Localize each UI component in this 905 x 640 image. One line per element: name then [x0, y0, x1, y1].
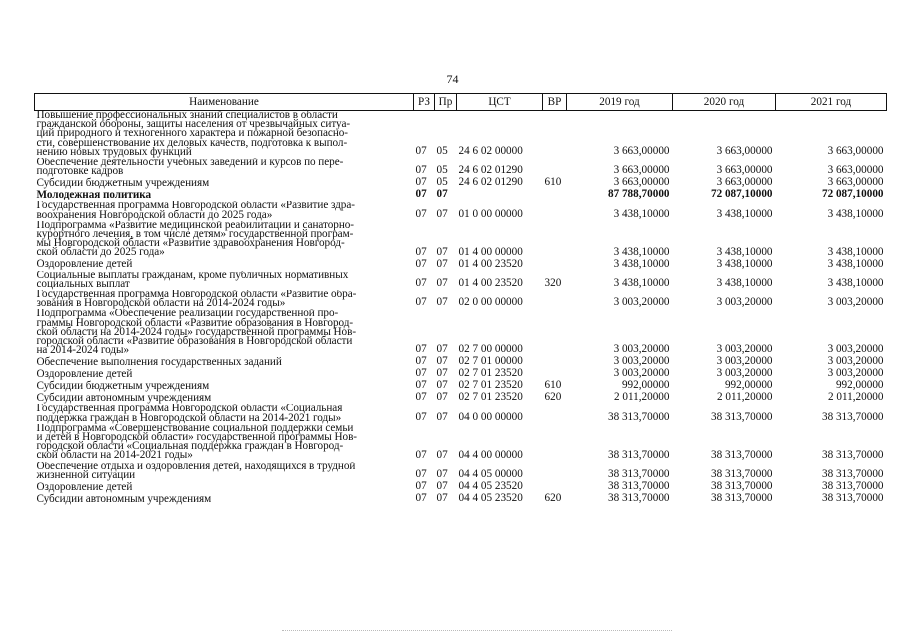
row-vr: 610	[544, 177, 562, 189]
row-name-line: жизненной ситуации	[36, 468, 136, 481]
row-name	[35, 462, 414, 481]
table-row	[35, 290, 887, 309]
row-rz: 07	[415, 189, 427, 201]
row-name-line: Подпрограмма «Развитие медицинской реабилитации и санаторно-	[36, 220, 354, 231]
row-name-line: социальных выплат	[36, 277, 130, 290]
row-pr: 05	[436, 164, 448, 177]
row-rz: 07	[415, 448, 427, 461]
row-cst: 02 7 01 23520	[458, 368, 523, 380]
row-name	[35, 201, 414, 220]
row-rz: 07	[415, 296, 427, 309]
row-value-2021: 72 087,10000	[821, 189, 884, 201]
row-value-2021: 3 003,20000	[827, 368, 884, 380]
row-pr: 07	[436, 277, 448, 290]
row-value-2019: 992,00000	[621, 380, 670, 392]
page-number: 74	[446, 72, 459, 86]
row-value-2021: 3 663,00000	[827, 177, 884, 189]
row-rz: 07	[415, 277, 427, 290]
row-value-2021: 3 438,10000	[827, 277, 884, 290]
row-name	[35, 221, 414, 259]
row-value-2020: 3 003,20000	[716, 296, 773, 309]
row-cst: 01 0 00 00000	[458, 207, 523, 220]
row-name	[35, 177, 414, 189]
row-cst: 02 7 01 23520	[458, 392, 523, 404]
row-pr: 07	[436, 448, 448, 461]
row-value-2019: 3 003,20000	[613, 356, 670, 368]
row-name-line: Оздоровление детей	[36, 481, 133, 493]
row-name-line: Подпрограмма «Обеспечение реализации государственной про-	[36, 309, 339, 320]
row-value-2021: 38 313,70000	[821, 410, 884, 423]
row-name-line: Повышение профессиональных знаний специалистов в области	[36, 110, 338, 121]
row-vr	[543, 158, 567, 177]
row-vr	[543, 424, 567, 462]
table-row	[35, 177, 887, 189]
row-value-2021: 38 313,70000	[821, 493, 884, 505]
table-row	[35, 368, 887, 380]
row-vr: 620	[544, 392, 562, 404]
row-name-line: зования в Новгородской области на 2014-2024 годы»	[36, 297, 286, 310]
row-name	[35, 356, 414, 368]
row-name-line: Оздоровление детей	[36, 368, 133, 381]
row-name	[35, 309, 414, 356]
header-2021: 2021 год	[776, 94, 887, 111]
row-name-line: Субсидии бюджетным учреждениям	[36, 177, 210, 190]
header-2020: 2020 год	[673, 94, 776, 111]
row-pr: 07	[436, 368, 448, 380]
row-name-line: сти, совершенствование их деловых качеств, подготовка к выпол-	[36, 136, 348, 149]
row-cst: 24 6 02 01290	[458, 164, 523, 177]
row-name-line: Молодежная политика	[36, 189, 152, 202]
row-rz: 07	[415, 207, 427, 220]
row-name-line: гражданской обороны, защиты населения от чрезвычайных ситуа-	[36, 118, 351, 131]
table-row	[35, 259, 887, 271]
row-cst: 04 0 00 00000	[458, 410, 523, 423]
row-cst: 02 0 00 00000	[458, 296, 523, 309]
row-name	[35, 481, 414, 493]
row-vr	[543, 356, 567, 368]
row-vr	[543, 201, 567, 220]
header-rz: РЗ	[414, 94, 435, 111]
row-rz: 07	[415, 368, 427, 380]
row-name-line: ской области на 2014-2021 годы»	[36, 449, 193, 462]
row-name-line: Государственная программа Новгородской области «Социальная	[36, 404, 343, 415]
row-cst: 04 4 00 00000	[458, 448, 523, 461]
row-name	[35, 404, 414, 423]
row-cst: 24 6 02 01290	[458, 177, 523, 189]
row-rz: 07	[415, 245, 427, 258]
row-name-line: ций природного и техногенного характера и пожарной безопасно-	[36, 127, 348, 140]
row-name	[35, 259, 414, 271]
row-name	[35, 368, 414, 380]
row-value-2019: 3 003,20000	[613, 296, 670, 309]
row-cst: 01 4 00 23520	[458, 277, 523, 290]
row-rz: 07	[415, 145, 427, 158]
row-name-line: Государственная программа Новгородской области «Развитие здра-	[36, 201, 355, 212]
row-vr	[543, 481, 567, 493]
row-value-2019: 3 003,20000	[613, 368, 670, 380]
row-rz: 07	[415, 356, 427, 368]
row-value-2021: 38 313,70000	[821, 448, 884, 461]
table-row	[35, 404, 887, 423]
row-pr: 07	[436, 468, 448, 481]
row-name-line: нению новых трудовых функций	[36, 145, 192, 158]
table-row	[35, 111, 887, 159]
table-row	[35, 189, 887, 201]
row-name	[35, 392, 414, 404]
row-value-2020: 3 663,00000	[716, 145, 773, 158]
table-row	[35, 493, 887, 505]
row-value-2019: 3 663,00000	[613, 145, 670, 158]
row-name-line: курортного лечения, в том числе детям» государственной програм-	[36, 228, 354, 241]
row-pr: 07	[436, 258, 448, 270]
row-name-line: Подпрограмма «Совершенствование социальной поддержки семьи	[36, 423, 354, 434]
row-name-line: Обеспечение деятельности учебных заведений и курсов по пере-	[36, 158, 344, 169]
row-value-2019: 3 438,10000	[613, 207, 670, 220]
row-cst: 02 7 01 00000	[458, 356, 523, 368]
row-value-2021: 3 663,00000	[827, 164, 884, 177]
row-cst: 01 4 00 23520	[458, 258, 523, 270]
row-name-line: Социальные выплаты гражданам, кроме публичных нормативных	[36, 270, 349, 281]
table-row	[35, 462, 887, 481]
row-value-2020: 3 438,10000	[716, 245, 773, 258]
row-name	[35, 380, 414, 392]
row-rz: 07	[415, 392, 427, 404]
row-name-line: воохранения Новгородской области до 2025 года»	[36, 208, 273, 221]
header-vr: ВР	[543, 94, 567, 111]
table-row	[35, 201, 887, 220]
row-name	[35, 424, 414, 462]
table-row	[35, 481, 887, 493]
row-rz: 07	[415, 164, 427, 177]
row-name-line: Обеспечение выполнения государственных заданий	[36, 356, 282, 369]
row-value-2020: 38 313,70000	[710, 493, 773, 505]
row-value-2020: 3 438,10000	[716, 258, 773, 270]
budget-table-container	[34, 93, 886, 505]
row-value-2021: 3 003,20000	[827, 356, 884, 368]
row-name	[35, 271, 414, 290]
row-name-line: Субсидии бюджетным учреждениям	[36, 380, 210, 393]
row-pr: 07	[436, 493, 448, 505]
header-pr: Пр	[435, 94, 457, 111]
row-cst: 02 7 01 23520	[458, 380, 523, 392]
row-value-2020: 3 663,00000	[716, 177, 773, 189]
row-vr: 620	[544, 493, 562, 505]
row-vr	[543, 111, 567, 159]
row-vr	[543, 368, 567, 380]
row-value-2021: 3 438,10000	[827, 207, 884, 220]
row-value-2019: 38 313,70000	[607, 493, 670, 505]
row-value-2019: 3 438,10000	[613, 245, 670, 258]
row-value-2019: 38 313,70000	[607, 410, 670, 423]
row-value-2021: 3 438,10000	[827, 258, 884, 270]
row-cst: 24 6 02 00000	[458, 145, 523, 158]
table-row	[35, 158, 887, 177]
row-name-line: граммы Новгородской области «Развитие образования в Новгород-	[36, 316, 354, 329]
row-name	[35, 493, 414, 505]
row-vr	[543, 404, 567, 423]
row-vr	[543, 290, 567, 309]
row-pr: 07	[436, 189, 448, 201]
row-value-2019: 38 313,70000	[607, 468, 670, 481]
row-pr: 05	[436, 177, 448, 189]
table-row	[35, 309, 887, 356]
row-cst: 04 4 05 00000	[458, 468, 523, 481]
row-vr	[543, 259, 567, 271]
row-value-2019: 38 313,70000	[607, 481, 670, 493]
row-value-2021: 3 663,00000	[827, 145, 884, 158]
row-rz: 07	[415, 410, 427, 423]
row-value-2020: 38 313,70000	[710, 410, 773, 423]
row-rz: 07	[415, 343, 427, 356]
table-row	[35, 424, 887, 462]
row-vr	[543, 189, 567, 201]
row-value-2021: 3 003,20000	[827, 296, 884, 309]
row-value-2019: 3 438,10000	[613, 258, 670, 270]
row-value-2021: 3 438,10000	[827, 245, 884, 258]
row-pr: 05	[436, 145, 448, 158]
row-cst: 04 4 05 23520	[458, 481, 523, 493]
row-pr: 07	[436, 296, 448, 309]
row-name-line: ской области до 2025 года»	[36, 246, 165, 259]
row-vr	[543, 221, 567, 259]
row-value-2019: 3 003,20000	[613, 343, 670, 356]
row-rz: 07	[415, 481, 427, 493]
row-name-line: подготовке кадров	[36, 165, 124, 178]
row-rz: 07	[415, 177, 427, 189]
row-cst: 02 7 00 00000	[458, 343, 523, 356]
row-name-line: и детей в Новгородской области» государственной программы Нов-	[36, 431, 357, 444]
row-value-2020: 3 663,00000	[716, 164, 773, 177]
table-row	[35, 392, 887, 404]
row-name-line: мы Новгородской области «Развитие здравоохранения Новгород-	[36, 237, 345, 250]
row-value-2019: 87 788,70000	[607, 189, 670, 201]
row-value-2020: 3 003,20000	[716, 368, 773, 380]
row-value-2019: 3 663,00000	[613, 177, 670, 189]
table-body	[35, 111, 887, 506]
row-pr: 07	[436, 356, 448, 368]
row-name-line: Обеспечение отдыха и оздоровления детей, находящихся в трудной	[36, 461, 356, 472]
budget-table	[34, 93, 887, 505]
row-pr: 07	[436, 410, 448, 423]
row-vr	[543, 462, 567, 481]
header-2019: 2019 год	[567, 94, 673, 111]
row-name-line: городской области «Развитие образования в Новгородской области	[36, 335, 353, 348]
row-name-line: поддержка граждан в Новгородской области на 2014-2021 годы»	[36, 411, 342, 424]
row-name	[35, 290, 414, 309]
row-value-2019: 2 011,20000	[613, 392, 670, 404]
row-name-line: ской области на 2014-2024 годы» государственной программы Нов-	[36, 325, 357, 338]
header-name: Наименование	[35, 94, 414, 111]
row-value-2020: 38 313,70000	[710, 448, 773, 461]
row-pr: 07	[436, 245, 448, 258]
table-header-row	[35, 94, 887, 111]
row-cst	[457, 189, 543, 201]
row-value-2021: 3 003,20000	[827, 343, 884, 356]
table-row	[35, 380, 887, 392]
row-rz: 07	[415, 258, 427, 270]
row-cst: 01 4 00 00000	[458, 245, 523, 258]
table-row	[35, 356, 887, 368]
row-name	[35, 111, 414, 159]
row-value-2021: 2 011,20000	[827, 392, 884, 404]
row-pr: 07	[436, 481, 448, 493]
row-name	[35, 158, 414, 177]
row-value-2021: 992,00000	[835, 380, 884, 392]
row-value-2020: 2 011,20000	[716, 392, 773, 404]
row-name-line: Государственная программа Новгородской области «Развитие обра-	[36, 290, 357, 301]
row-pr: 07	[436, 207, 448, 220]
row-name-line: Субсидии автономным учреждениям	[36, 392, 212, 405]
row-pr: 07	[436, 343, 448, 356]
row-rz: 07	[415, 468, 427, 481]
row-value-2020: 38 313,70000	[710, 481, 773, 493]
row-rz: 07	[415, 493, 427, 505]
row-value-2020: 38 313,70000	[710, 468, 773, 481]
row-name-line: городской области «Социальная поддержка граждан в Новгород-	[36, 440, 344, 453]
row-value-2019: 3 438,10000	[613, 277, 670, 290]
row-value-2020: 3 003,20000	[716, 356, 773, 368]
row-name-line: Субсидии автономным учреждениям	[36, 493, 212, 505]
row-value-2020: 3 003,20000	[716, 343, 773, 356]
row-name-line: на 2014-2024 годы»	[36, 344, 130, 357]
row-pr: 07	[436, 380, 448, 392]
row-vr: 320	[544, 277, 562, 290]
row-value-2019: 38 313,70000	[607, 448, 670, 461]
row-pr: 07	[436, 392, 448, 404]
row-vr	[543, 309, 567, 356]
row-value-2021: 38 313,70000	[821, 468, 884, 481]
row-value-2020: 3 438,10000	[716, 277, 773, 290]
row-name	[35, 189, 414, 201]
bottom-edge-divider	[282, 630, 672, 635]
row-value-2020: 3 438,10000	[716, 207, 773, 220]
row-value-2021: 38 313,70000	[821, 481, 884, 493]
table-row	[35, 271, 887, 290]
row-name-line: Оздоровление детей	[36, 258, 133, 271]
row-value-2020: 72 087,10000	[710, 189, 773, 201]
row-value-2020: 992,00000	[724, 380, 773, 392]
table-row	[35, 221, 887, 259]
row-vr: 610	[544, 380, 562, 392]
row-cst: 04 4 05 23520	[458, 493, 523, 505]
row-rz: 07	[415, 380, 427, 392]
row-value-2019: 3 663,00000	[613, 164, 670, 177]
header-cst: ЦСТ	[457, 94, 543, 111]
